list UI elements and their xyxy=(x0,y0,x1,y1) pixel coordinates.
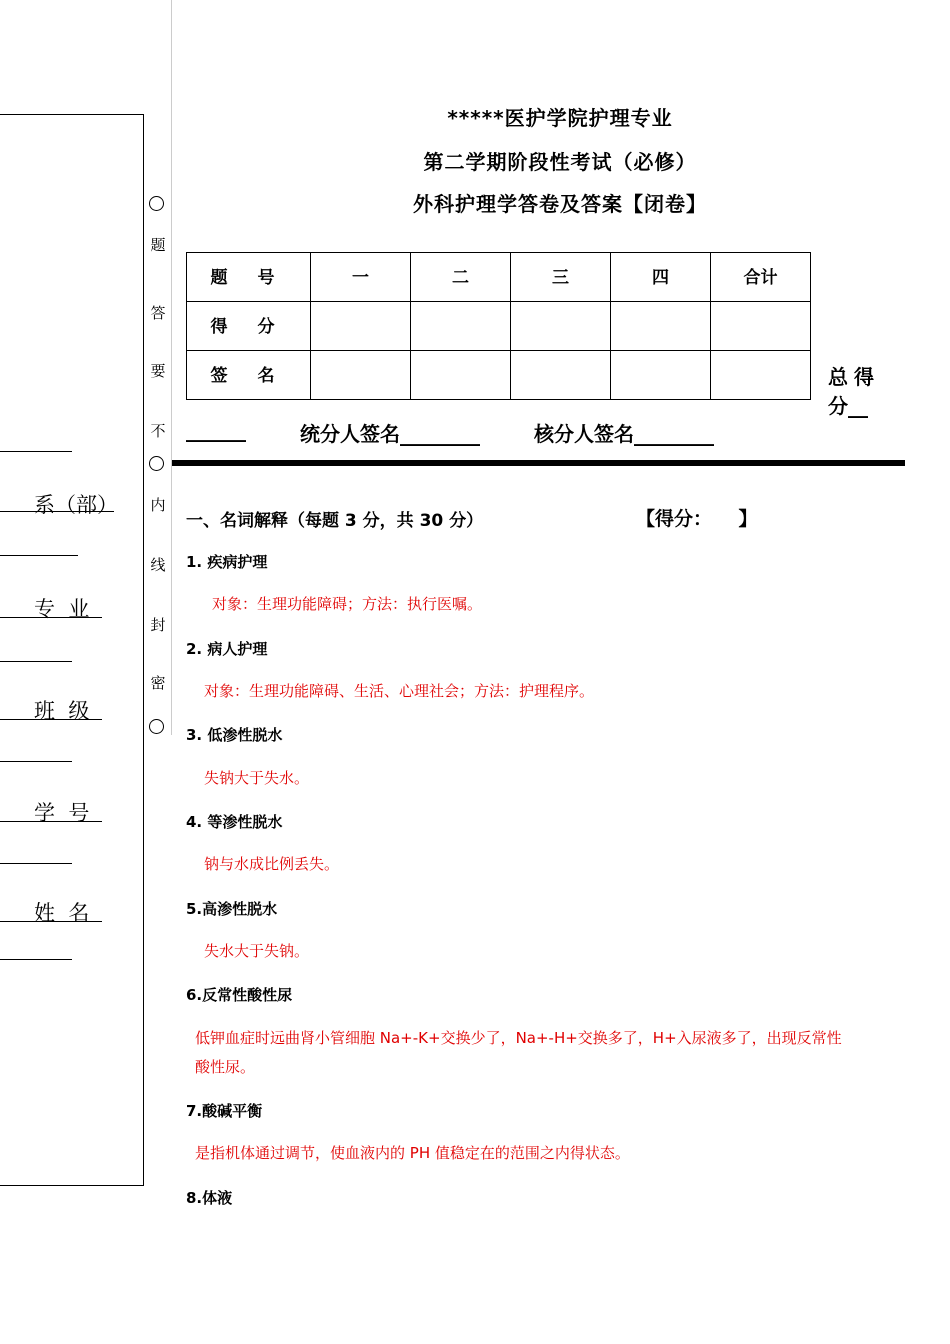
signature-cell[interactable] xyxy=(311,351,411,400)
seal-circle xyxy=(149,456,164,471)
school-title: *****医护学院护理专业 xyxy=(447,106,673,130)
checker-signature[interactable]: 核分人签名________ xyxy=(534,422,714,446)
item-title: 1. 疾病护理 xyxy=(186,553,268,571)
item-title: 3. 低渗性脱水 xyxy=(186,726,283,744)
cell-text: 签 名 xyxy=(210,366,287,386)
item-answer: 是指机体通过调节，使血液内的 PH 值稳定在的范围之内得状态。 xyxy=(195,1144,630,1162)
class-label: 班 级 xyxy=(34,699,90,723)
seal-char: 要 xyxy=(150,362,166,380)
row-label-signature xyxy=(187,351,311,400)
divider-rule xyxy=(172,460,905,466)
item-title: 6.反常性酸性尿 xyxy=(186,986,293,1004)
column-header: 四 xyxy=(611,253,711,302)
score-cell[interactable] xyxy=(411,302,511,351)
table-row xyxy=(187,351,811,400)
total-score-label: 总得 xyxy=(828,365,880,389)
score-cell[interactable] xyxy=(711,302,811,351)
signature-cell[interactable] xyxy=(711,351,811,400)
signature-cell[interactable] xyxy=(511,351,611,400)
column-header: 合计 xyxy=(711,253,811,302)
row-label-question-no xyxy=(187,253,311,302)
signature-cell[interactable] xyxy=(611,351,711,400)
seal-char: 封 xyxy=(150,616,166,634)
table-row xyxy=(187,302,811,351)
item-answer: 对象：生理功能障碍；方法：执行医嘱。 xyxy=(212,595,483,613)
item-answer: 酸性尿。 xyxy=(195,1058,256,1076)
seal-char: 答 xyxy=(150,304,166,322)
score-cell[interactable] xyxy=(511,302,611,351)
column-header: 二 xyxy=(411,253,511,302)
seal-char: 线 xyxy=(150,556,166,574)
column-header: 三 xyxy=(511,253,611,302)
total-score-blank[interactable]: 分__ xyxy=(828,394,868,418)
major-label: 专 业 xyxy=(34,597,90,621)
score-cell[interactable] xyxy=(611,302,711,351)
seal-char: 密 xyxy=(150,674,166,692)
major-line[interactable] xyxy=(0,617,102,618)
seal-char: 内 xyxy=(150,496,166,514)
seal-char: 不 xyxy=(150,422,166,440)
score-table xyxy=(186,252,811,400)
seal-char: 题 xyxy=(150,236,166,254)
exam-title: 第二学期阶段性考试（必修） xyxy=(423,150,697,174)
item-title: 5.高渗性脱水 xyxy=(186,900,278,918)
table-row xyxy=(187,253,811,302)
binding-line xyxy=(0,863,72,864)
column-header: 一 xyxy=(311,253,411,302)
seal-border xyxy=(171,0,172,735)
section-title: 一、名词解释（每题 3 分，共 30 分） xyxy=(186,511,484,531)
item-title: 4. 等渗性脱水 xyxy=(186,813,283,831)
binding-line xyxy=(0,661,72,662)
item-title: 8.体液 xyxy=(186,1189,233,1207)
item-title: 2. 病人护理 xyxy=(186,640,268,658)
item-answer: 对象：生理功能障碍、生活、心理社会；方法：护理程序。 xyxy=(204,682,595,700)
binding-line xyxy=(0,555,78,556)
section-score-box[interactable]: 【得分： 】 xyxy=(636,508,758,530)
binding-line xyxy=(0,959,72,960)
name-label: 姓 名 xyxy=(34,901,90,925)
row-label-score xyxy=(187,302,311,351)
name-line[interactable] xyxy=(0,921,102,922)
item-answer: 低钾血症时远曲肾小管细胞 Na+-K+交换少了，Na+-H+交换多了，H+入尿液多了，出现反常性 xyxy=(195,1029,842,1047)
seal-circle xyxy=(149,196,164,211)
binding-line xyxy=(0,451,72,452)
student-id-line[interactable] xyxy=(0,821,102,822)
department-label: 系（部） xyxy=(34,493,118,517)
item-answer: 钠与水成比例丢失。 xyxy=(204,855,340,873)
item-answer: 失水大于失钠。 xyxy=(204,942,310,960)
student-id-label: 学 号 xyxy=(34,801,90,825)
cell-text: 得 分 xyxy=(210,317,287,337)
score-cell[interactable] xyxy=(311,302,411,351)
leading-blank[interactable]: ______ xyxy=(186,418,246,442)
binding-box xyxy=(0,114,144,1186)
item-answer: 失钠大于失水。 xyxy=(204,769,310,787)
binding-line xyxy=(0,761,72,762)
paper-title: 外科护理学答卷及答案【闭卷】 xyxy=(413,192,707,216)
cell-text: 题 号 xyxy=(210,268,287,288)
item-title: 7.酸碱平衡 xyxy=(186,1102,263,1120)
seal-circle xyxy=(149,719,164,734)
class-line[interactable] xyxy=(0,719,102,720)
department-line[interactable] xyxy=(0,511,114,512)
scorer-signature[interactable]: 统分人签名________ xyxy=(300,422,480,446)
signature-cell[interactable] xyxy=(411,351,511,400)
